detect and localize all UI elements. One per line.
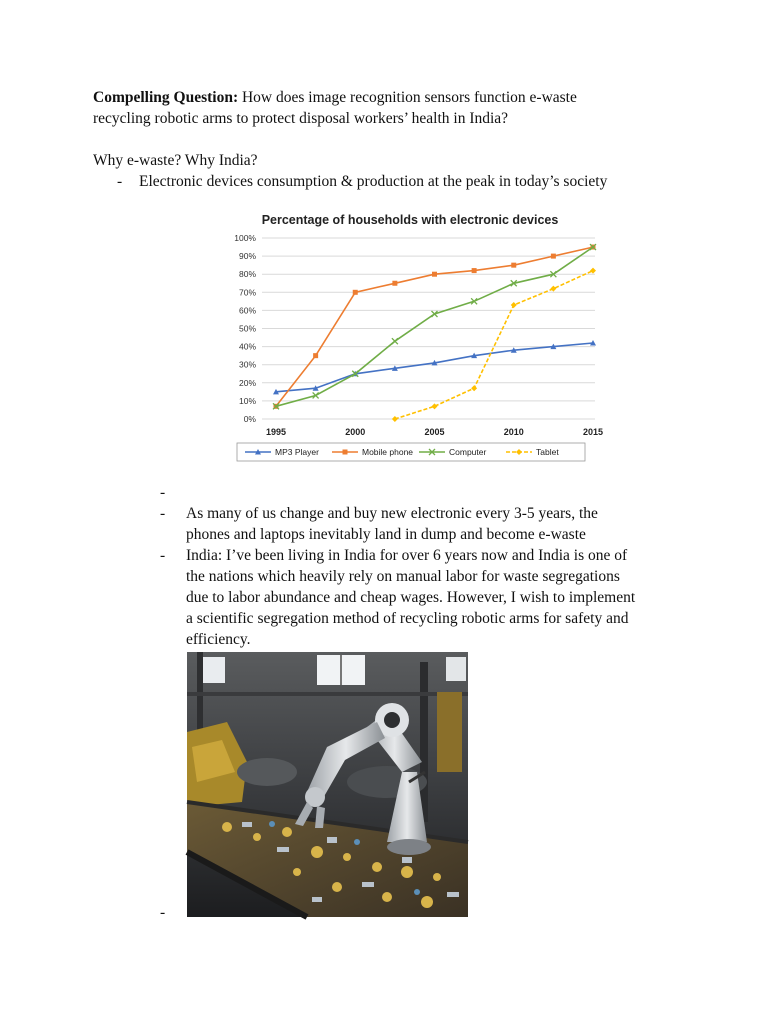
bullet-consumption: Electronic devices consumption & production at the peak in today’s society bbox=[139, 173, 608, 190]
y-tick-label: 70% bbox=[238, 287, 256, 298]
y-tick-label: 30% bbox=[238, 359, 256, 370]
y-tick-label: 100% bbox=[234, 233, 256, 243]
bullet-replace-line2: phones and laptops inevitably land in dump and become e-waste bbox=[186, 526, 586, 543]
data-point bbox=[550, 286, 556, 292]
bullet-dash-empty: - bbox=[160, 904, 166, 921]
y-tick-label: 60% bbox=[238, 305, 256, 316]
compelling-question-line2: recycling robotic arms to protect disposal workers’ health in India? bbox=[93, 110, 509, 127]
data-point bbox=[432, 272, 437, 277]
y-tick-label: 80% bbox=[238, 269, 256, 280]
bullet-dash: - bbox=[160, 547, 166, 564]
y-tick-label: 50% bbox=[238, 323, 256, 334]
chart-title: Percentage of households with electronic devices bbox=[261, 213, 559, 227]
bullet-india-line5: efficiency. bbox=[186, 631, 251, 648]
bullet-dash: - bbox=[117, 173, 123, 190]
chart-gridlines bbox=[262, 238, 595, 419]
data-point bbox=[590, 268, 596, 274]
chart-legend bbox=[237, 443, 585, 461]
chart-x-ticks bbox=[266, 427, 603, 437]
x-tick-label: 2015 bbox=[582, 427, 604, 437]
x-tick-label: 2010 bbox=[503, 427, 524, 437]
legend-label: Computer bbox=[449, 447, 487, 458]
data-point bbox=[472, 268, 477, 273]
bullet-india-line1: India: I’ve been living in India for over 6 years now and India is one of bbox=[186, 547, 628, 564]
bullet-replace-line1: As many of us change and buy new electronic every 3-5 years, the bbox=[186, 505, 598, 522]
y-tick-label: 10% bbox=[238, 395, 256, 406]
legend-label: MP3 Player bbox=[275, 447, 319, 458]
series-mobile-phone bbox=[274, 245, 596, 409]
legend-label: Tablet bbox=[536, 447, 559, 458]
chart-svg bbox=[210, 207, 604, 469]
data-point bbox=[392, 281, 397, 286]
legend-label: Mobile phone bbox=[362, 447, 414, 458]
bullet-india-line2: the nations which heavily rely on manual labor for waste segregations bbox=[186, 568, 620, 585]
x-tick-label: 2005 bbox=[424, 427, 445, 437]
line-chart bbox=[210, 207, 604, 469]
series-line bbox=[276, 343, 593, 392]
compelling-question-text: How does image recognition sensors function e-waste bbox=[238, 89, 577, 106]
data-point bbox=[392, 338, 398, 344]
y-tick-label: 20% bbox=[238, 377, 256, 388]
data-point bbox=[343, 450, 348, 455]
chart-y-ticks bbox=[234, 233, 256, 424]
compelling-question-label: Compelling Question: bbox=[93, 89, 239, 106]
chart-series bbox=[273, 244, 596, 422]
data-point bbox=[432, 403, 438, 409]
robotic-arm-photo bbox=[187, 652, 468, 917]
data-point bbox=[353, 290, 358, 295]
y-tick-label: 0% bbox=[243, 414, 256, 424]
bullet-india-line3: due to labor abundance and cheap wages. However, I wish to implement bbox=[186, 589, 636, 606]
bullet-dash-empty: - bbox=[160, 484, 166, 501]
data-point bbox=[392, 416, 398, 422]
y-tick-label: 40% bbox=[238, 341, 256, 352]
compelling-question-line1 bbox=[93, 87, 577, 108]
x-tick-label: 2000 bbox=[345, 427, 366, 437]
bullet-dash: - bbox=[160, 505, 166, 522]
section-subheading: Why e-waste? Why India? bbox=[93, 152, 258, 169]
x-tick-label: 1995 bbox=[265, 427, 287, 437]
data-point bbox=[471, 385, 477, 391]
data-point bbox=[511, 302, 517, 308]
y-tick-label: 90% bbox=[238, 251, 256, 262]
series-computer bbox=[273, 244, 596, 409]
data-point bbox=[511, 263, 516, 268]
bullet-india-line4: a scientific segregation method of recycling robotic arms for safety and bbox=[186, 610, 629, 627]
robotic-arm-conveyor-photo bbox=[187, 652, 468, 917]
series-mp3-player bbox=[273, 340, 596, 394]
data-point bbox=[551, 254, 556, 259]
data-point bbox=[313, 353, 318, 358]
